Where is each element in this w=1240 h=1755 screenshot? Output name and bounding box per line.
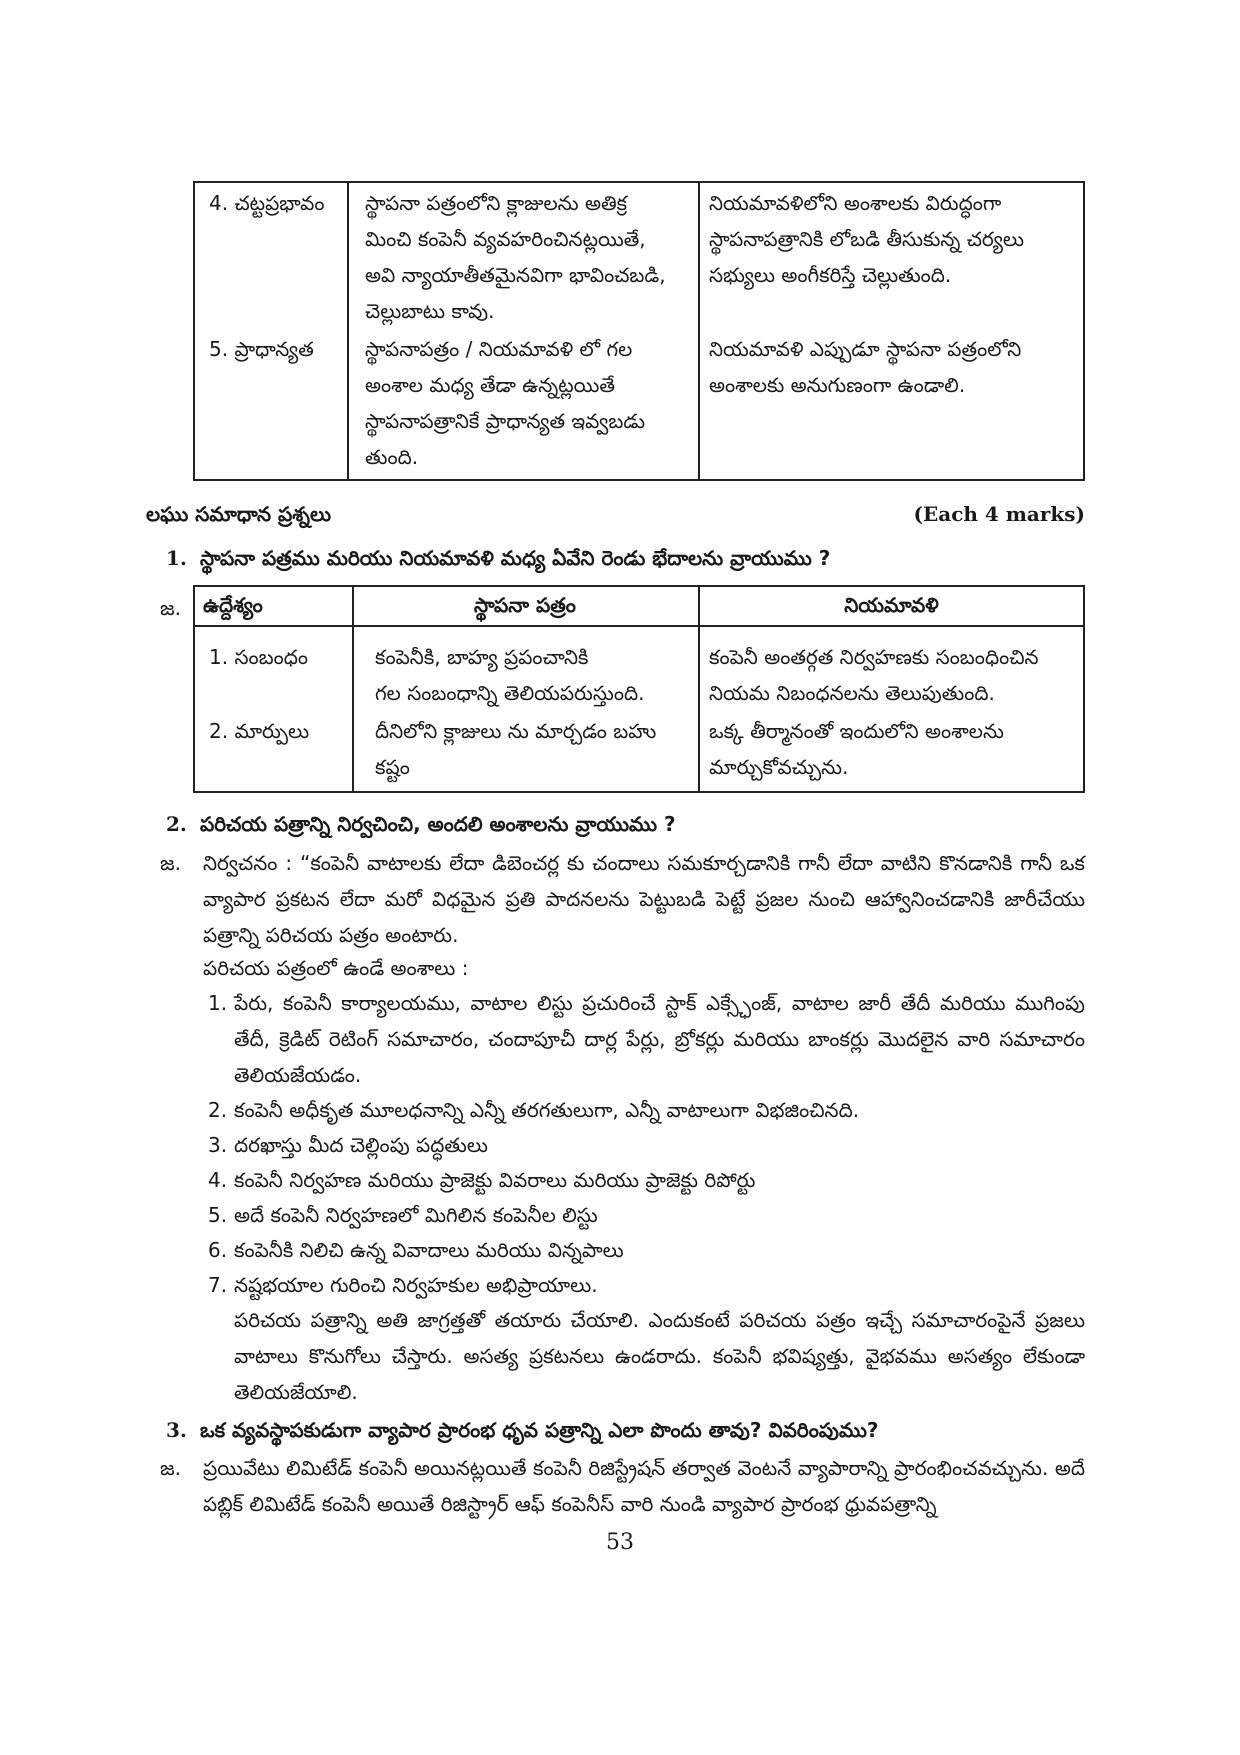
table-divider	[698, 183, 700, 479]
difference-table	[193, 585, 1085, 793]
table-header: నియమావళి	[844, 593, 939, 617]
table-cell: 4. చట్టప్రభావం	[209, 191, 325, 215]
table-divider	[347, 183, 349, 479]
page-number: 53	[606, 1530, 634, 1555]
list-item-number: 2.	[208, 1098, 228, 1122]
table-cell: నియమావళి ఎప్పుడూ స్థాపనా పత్రంలోని అంశాలకు అనుగుణంగా ఉండాలి.	[709, 337, 1022, 397]
list-intro: పరిచయ పత్రంలో ఉండే అంశాలు :	[203, 956, 469, 980]
list-item: కంపెనీకి నిలిచి ఉన్న వివాదాలు మరియు విన్నపాలు	[234, 1238, 624, 1262]
question-text: ఒక వ్యవస్థాపకుడుగా వ్యాపార ప్రారంభ ధృవ పత్రాన్ని ఎలా పొందు తావు? వివరింపుము?	[200, 1418, 879, 1442]
answer-prefix: జ.	[160, 1456, 181, 1480]
list-item: దరఖాస్తు మీద చెల్లింపు పద్ధతులు	[234, 1133, 488, 1157]
table-cell: 5. ప్రాధాన్యత	[209, 337, 314, 361]
question-text: పరిచయ పత్రాన్ని నిర్వచించి, అందలి అంశాలను వ్రాయుము ?	[200, 812, 676, 836]
list-item-number: 5.	[208, 1203, 228, 1227]
question-number: 1.	[166, 546, 187, 570]
question-text: స్థాపనా పత్రము మరియు నియమావళి మధ్య ఏవేని రెండు భేదాలను వ్రాయుము ?	[200, 546, 831, 570]
table-cell: నియమావళిలోని అంశాలకు విరుద్ధంగా స్థాపనాపత్రానికి లోబడి తీసుకున్న చర్యలు సభ్యులు అంగీకరిస్తే చెల్లుతుంది.	[709, 191, 1025, 287]
list-item: కంపెనీ అధీకృత మూలధనాన్ని ఎన్నీ తరగతులుగా, ఎన్నీ వాటాలుగా విభజించినది.	[234, 1098, 860, 1122]
table-header: ఉద్దేశ్యం	[203, 593, 263, 617]
table-cell: 2. మార్పులు	[209, 719, 310, 743]
question-number: 2.	[166, 812, 187, 836]
marks-label: (Each 4 marks)	[913, 502, 1085, 526]
table-cell: ఒక్క తీర్మానంతో ఇందులోని అంశాలను మార్చుకోవచ్చును.	[709, 719, 1004, 779]
list-item-number: 6.	[208, 1238, 228, 1262]
answer-prefix: జ.	[160, 851, 181, 875]
table-header: స్థాపనా పత్రం	[474, 593, 576, 617]
list-item: కంపెనీ నిర్వహణ మరియు ప్రాజెక్టు వివరాలు మరియు ప్రాజెక్టు రిపోర్టు	[234, 1168, 756, 1192]
list-item-number: 4.	[208, 1168, 228, 1192]
list-item-number: 1.	[208, 991, 228, 1015]
table-divider	[195, 625, 1083, 627]
answer-prefix: జ.	[160, 596, 181, 620]
list-item: నష్టభయాల గురించి నిర్వహకుల అభిప్రాయాలు.	[234, 1273, 598, 1297]
table-cell: కంపెనీకి, బాహ్య ప్రపంచానికి గల సంబంధాన్ని తెలియపరుస్తుంది.	[375, 645, 645, 705]
question-number: 3.	[166, 1418, 187, 1442]
table-cell: 1. సంబంధం	[209, 645, 309, 669]
list-item-number: 7.	[208, 1273, 228, 1297]
list-item-number: 3.	[208, 1133, 228, 1157]
definition-paragraph: నిర్వచనం : “కంపెనీ వాటాలకు లేదా డిబెంచర్ల కు చందాలు సమకూర్చడానికి గానీ లేదా వాటిని కొనడానికి గానీ ఒక వ్యాపార ప్రకటన లేదా మరో విధమైన ప్రతి పాదనలను పెట్టుబడి పెట్టే ప్రజల నుంచి ఆహ్వానించడానికి జారీచేయు పత్రాన్ని పరిచయ పత్రం అంటారు.	[203, 851, 1085, 947]
table-cell: స్థాపనాపత్రం / నియమావళి లో గల అంశాల మధ్య తేడా ఉన్నట్లయితే స్థాపనాపత్రానికే ప్రాధాన్యత ఇవ్వబడు తుంది.	[365, 337, 646, 469]
table-cell: కంపెనీ అంతర్గత నిర్వహణకు సంబంధించిన నియమ నిబంధనలను తెలుపుతుంది.	[709, 645, 1039, 705]
list-item: పేరు, కంపెనీ కార్యాలయము, వాటాల లిస్టు ప్రచురించే స్టాక్ ఎక్స్ఛేంజ్, వాటాల జారీ తేదీ మరియు ముగింపు తేదీ, క్రెడిట్ రెటింగ్ సమాచారం, చందాపూచీ దార్ల పేర్లు, బ్రోకర్లు మరియు బాంకర్లు మొదలైన వారి సమాచారం తెలియజేయడం.	[234, 991, 1085, 1087]
answer-paragraph: ప్రయివేటు లిమిటేడ్ కంపెనీ అయినట్లయితే కంపెనీ రిజిస్ట్రేషన్ తర్వాత వెంటనే వ్యాపారాన్ని ప్రారంభించవచ్చును. అదే పబ్లిక్ లిమిటేడ్ కంపెనీ అయితే రిజిస్ట్రార్ ఆఫ్ కంపెనీస్ వారి నుండి వ్యాపార ప్రారంభ ధ్రువపత్రాన్ని	[203, 1456, 1085, 1516]
table-cell: దీనిలోని క్లాజులు ను మార్చడం బహు కష్టం	[375, 719, 657, 779]
list-item: అదే కంపెనీ నిర్వహణలో మిగిలిన కంపెనీల లిస్టు	[234, 1203, 598, 1227]
comparison-table-continued	[193, 181, 1085, 481]
table-cell: స్థాపనా పత్రంలోని క్లాజులను అతిక్ర మించి కంపెనీ వ్యవహరించినట్లయితే, అవి న్యాయాతీతమైనవిగా భావించబడి, చెల్లుబాటు కావు.	[365, 191, 666, 323]
section-heading: లఘు సమాధాన ప్రశ్నలు	[146, 502, 332, 526]
closing-paragraph: పరిచయ పత్రాన్ని అతి జాగ్రత్తతో తయారు చేయాలి. ఎందుకంటే పరిచయ పత్రం ఇచ్చే సమాచారంపైనే ప్రజలు వాటాలు కొనుగోలు చేస్తారు. అసత్య ప్రకటనలు ఉండరాదు. కంపెనీ భవిష్యత్తు, వైభవము అసత్యం లేకుండా తెలియజేయాలి.	[234, 1308, 1085, 1404]
